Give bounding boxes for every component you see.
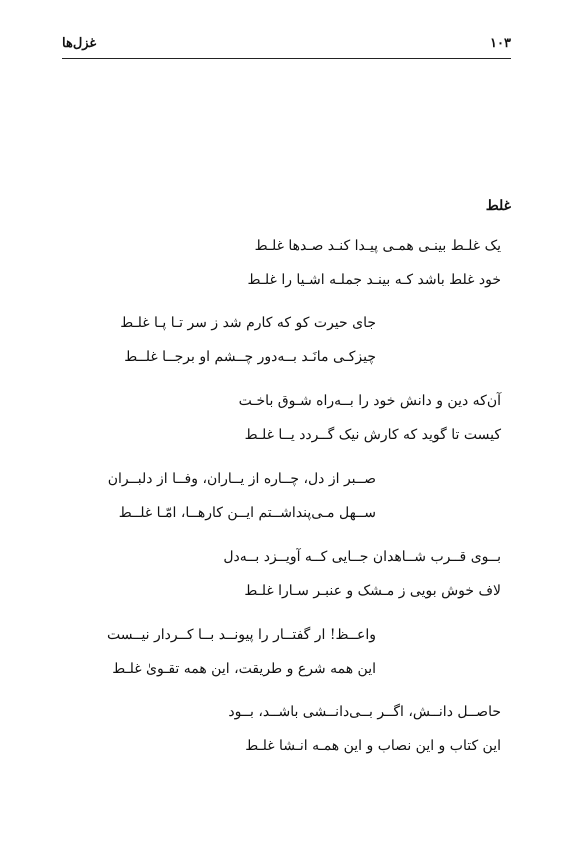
verse-line: کیست تا گوید که کارش نیک گــردد یــا غلـط: [244, 427, 501, 443]
page-number: ۱۰۳: [490, 36, 511, 51]
verse-line: حاصــل دانــش، اگــر بــی‌دانــشی باشــد، بــود: [228, 704, 501, 720]
verse-line: آن‌که دین و دانش خود را بــه‌راه شـوق باخـت: [238, 393, 501, 409]
verse-line: بــوی قــرب شــاهدان جــایی کــه آویــزد بــه‌دل: [223, 549, 501, 565]
verse-line: چیزکـی مانَـد بــه‌دور چــشم او برجــا غلــط: [124, 349, 376, 365]
poem-title: غلط: [485, 198, 511, 214]
verse-line: جای حیرت کو که کارم شد ز سر تـا پـا غلـط: [120, 315, 376, 331]
verse-line: یک غلـط بینـی همـی پیـدا کنـد صـدها غلـط: [254, 238, 501, 254]
verse-line: این همه شرع و طریقت، این همه تقـویٰ غلـط: [112, 661, 376, 677]
verse-line: ســهل مـی‌پنداشــتم ایــن کارهــا، امّـا غلــط: [118, 505, 376, 521]
verse-line: این کتاب و این نصاب و این همـه انـشا غلـط: [245, 738, 501, 754]
section-title: غزل‌ها: [62, 36, 97, 51]
running-header: [62, 36, 511, 59]
verse-line: خود غلط باشد کـه بینـد جملـه اشـیا را غلـط: [247, 272, 501, 288]
verse-line: واعــظ! ار گفتــار را پیونــد بــا کــردار نیــست: [107, 627, 376, 643]
verse-line: لاف خوش بویی ز مـشک و عنبـر سـارا غلـط: [244, 583, 501, 599]
verse-line: صــبر از دل، چــاره از یــاران، وفــا از دلبــران: [107, 471, 376, 487]
